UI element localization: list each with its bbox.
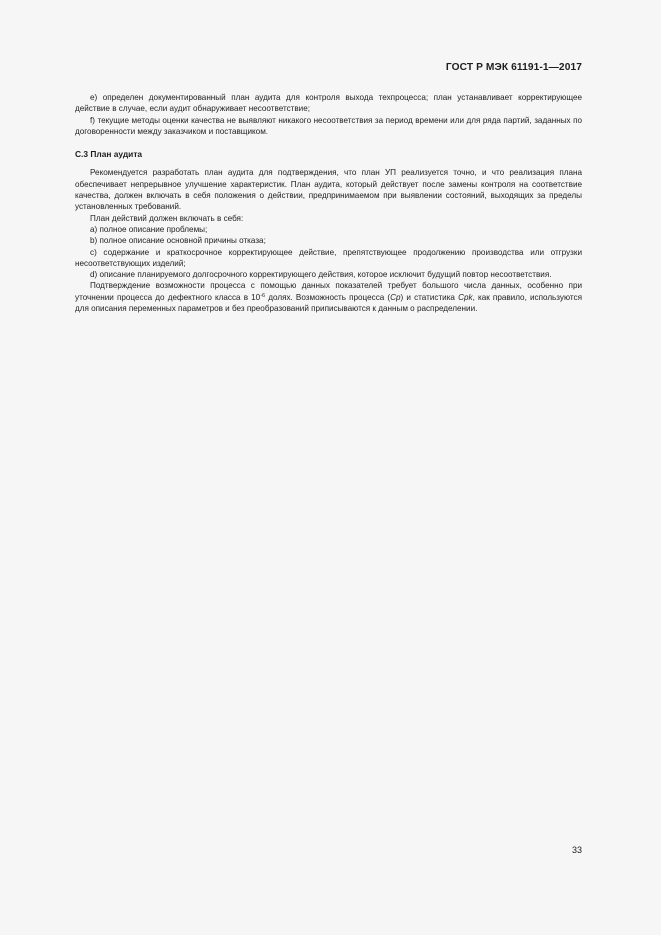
action-plan-lead: План действий должен включать в себя: [90, 213, 244, 223]
cp-symbol: Cp [390, 292, 401, 302]
action-item-d: d) описание планируемого долгосрочного корректирующего действия, которое исключит будущий повтор несоответствия. [90, 270, 552, 280]
page-content [75, 92, 582, 314]
cpk-symbol: Cpk [458, 292, 473, 302]
page-number: 33 [571, 845, 582, 855]
section-heading: C.3 План аудита [75, 149, 143, 160]
section-intro-paragraph: Рекомендуется разработать план аудита для подтверждения, что план УП реализуется точно, и что реализация плана обеспечивает непрерывное улучшение характеристик. План аудита, который действует после замены контроля на соответствие качества, должен включать в себя положения о действии, предпринимаемом при выявлении состояний, выходящих за пределы установленных требований. [75, 168, 582, 212]
standard-id-header: ГОСТ Р МЭК 61191-1—2017 [445, 62, 582, 73]
list-item-e: e) определен документированный план аудита для контроля выхода техпроцесса; план устанавливает корректирующее действие в случае, если аудит обнаруживает несоответствие; [75, 93, 582, 114]
capability-text-4: , как правило, используются для описания переменных параметров и без преобразований приписываются к данным о распределении. [75, 292, 582, 314]
list-item-f: f) текущие методы оценки качества не выявляют никакого несоответствия за период времени или для ряда партий, заданных по договоренности между заказчиком и поставщиком. [75, 115, 582, 136]
action-item-a: a) полное описание проблемы; [90, 224, 208, 234]
action-item-c: c) содержание и краткосрочное корректирующее действие, препятствующее продолжению производства или отгрузки несоответствующих изделий; [75, 247, 582, 268]
capability-text-3: ) и статистика [400, 292, 459, 302]
action-item-b: b) полное описание основной причины отказа; [90, 236, 266, 246]
capability-paragraph [75, 280, 582, 314]
capability-text-1: Подтверждение возможности процесса с помощью данных показателей требует большого числа данных, особенно при уточнении процесса до дефектного класса в 10 [75, 281, 582, 302]
exponent: -6 [260, 292, 266, 299]
capability-text-2: долях. Возможность процесса ( [265, 292, 391, 302]
